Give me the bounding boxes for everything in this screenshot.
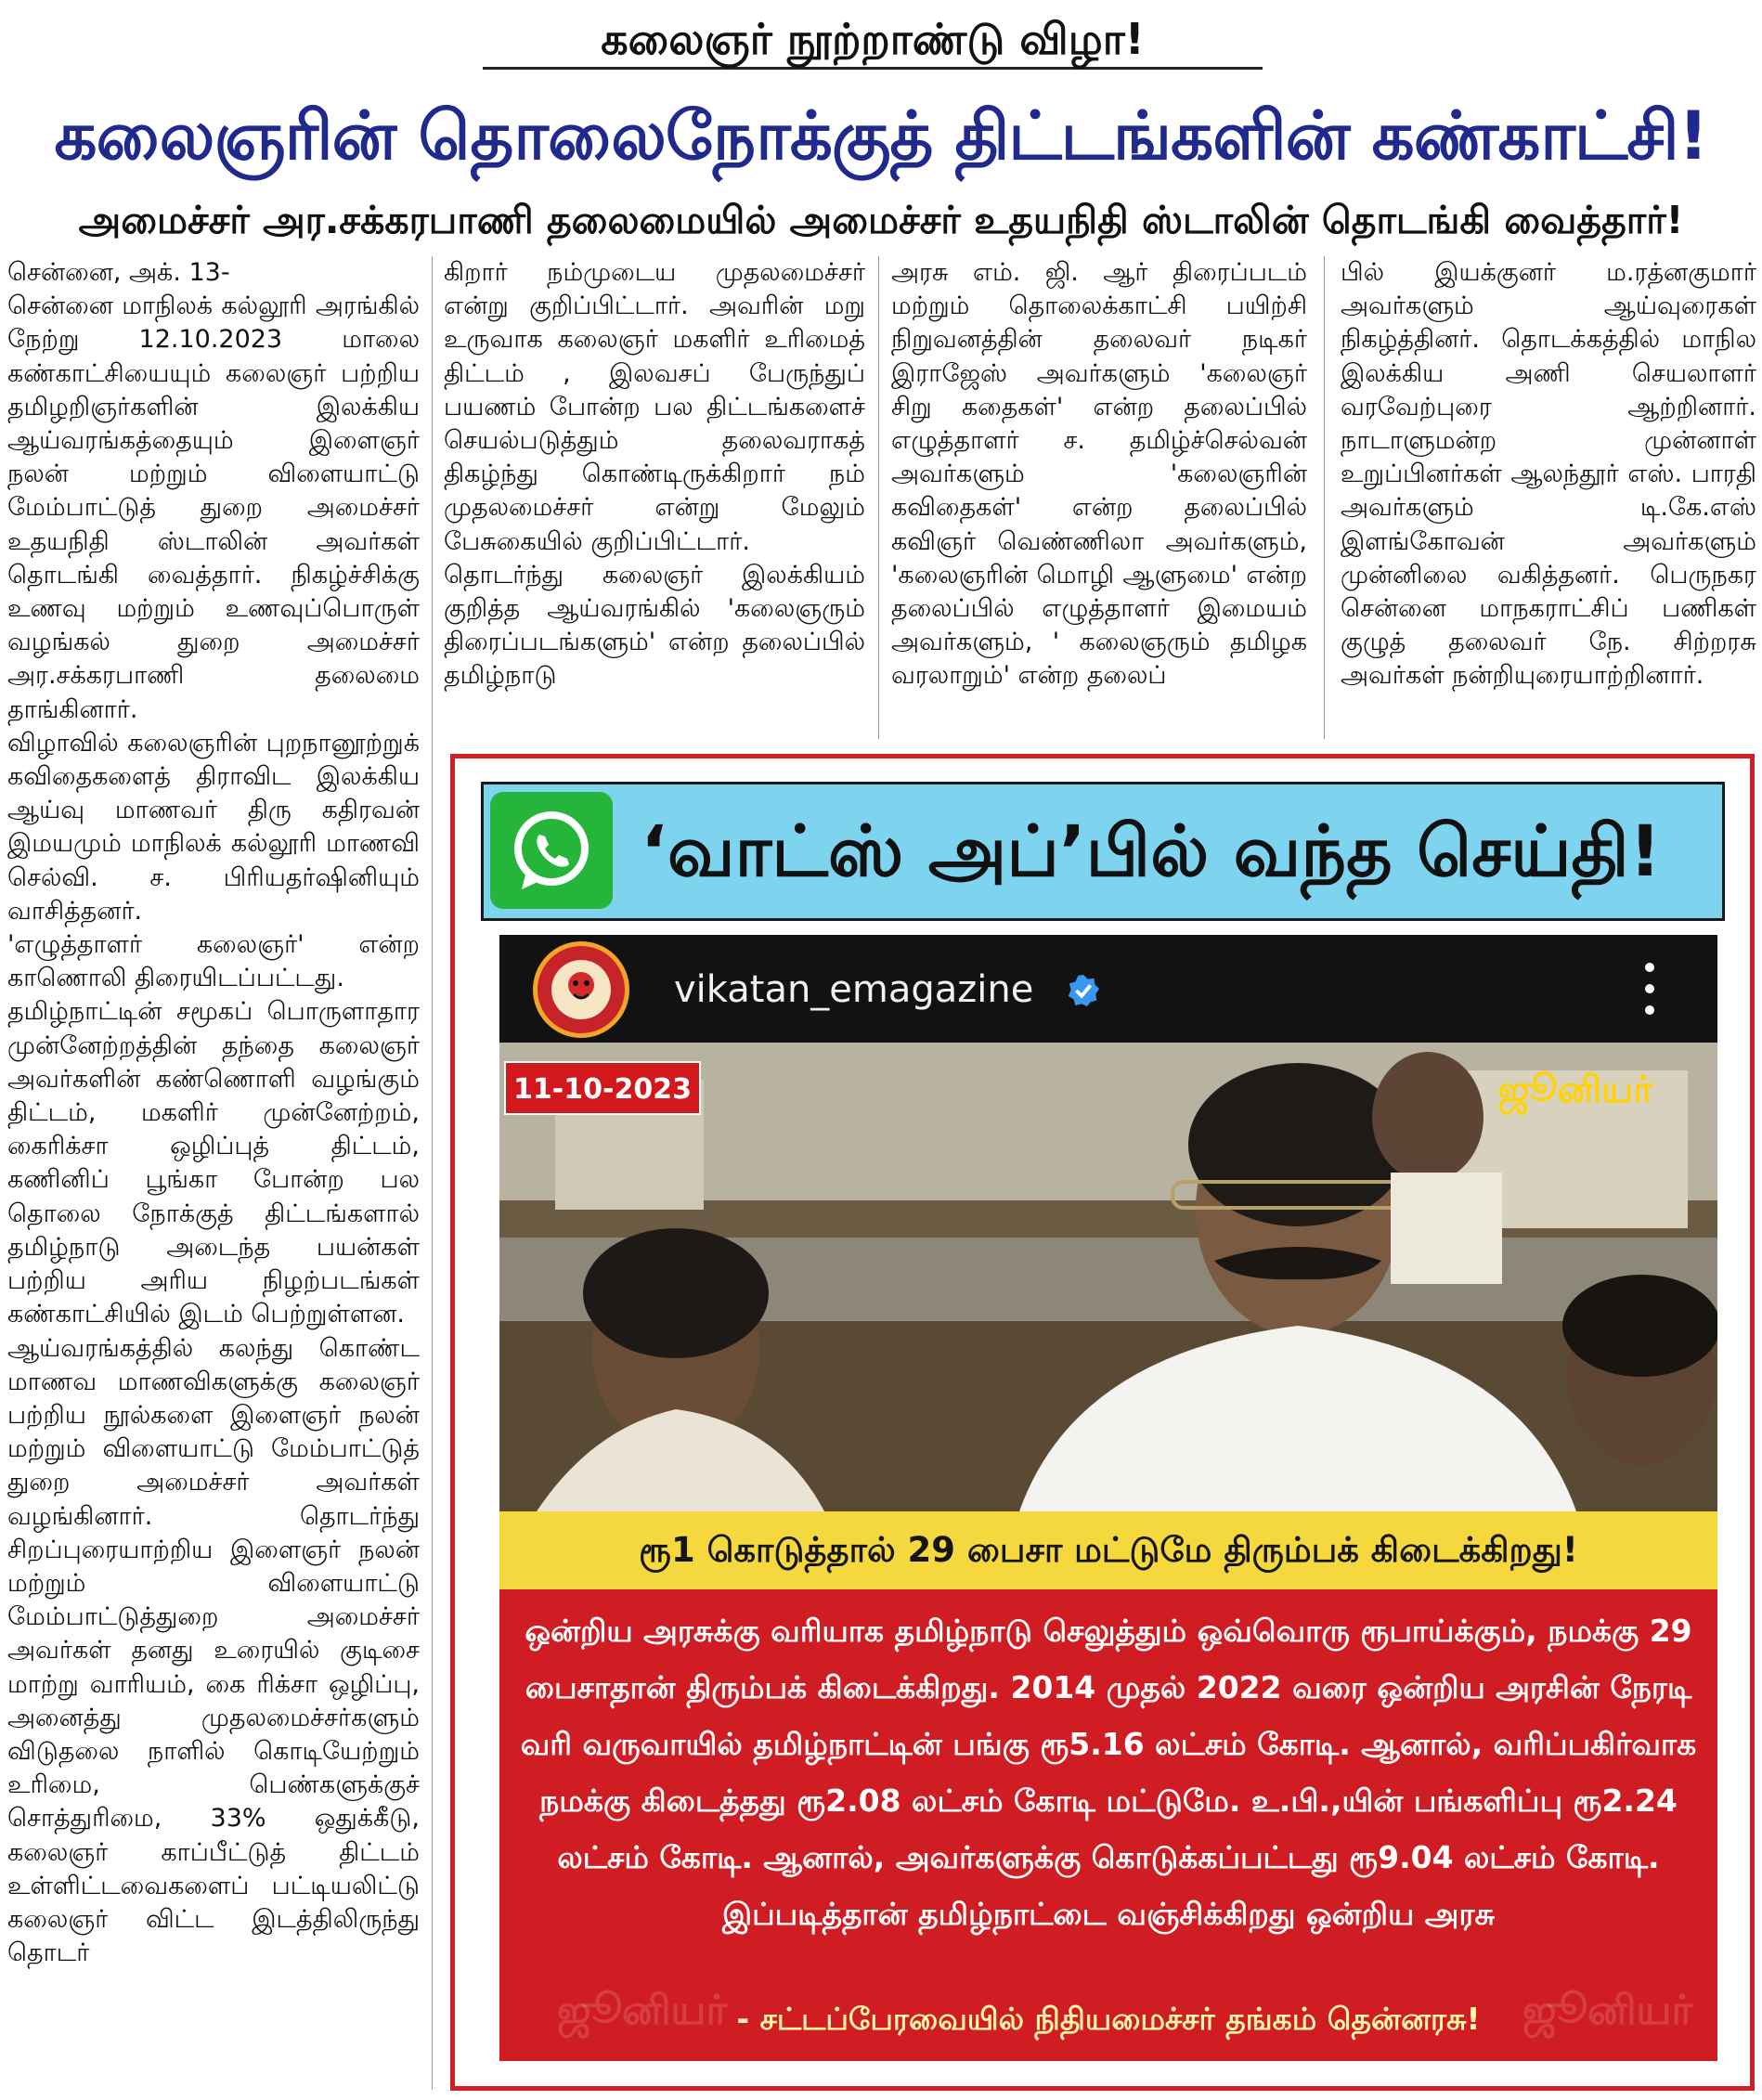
main-headline: கலைஞரின் தொலைநோக்குத் திட்டங்களின் கண்காட்சி! bbox=[54, 97, 1708, 175]
watermark: ஜூனியர் bbox=[1522, 1987, 1693, 2034]
article-column-4: பில் இயக்குனர் ம.ரத்னகுமார் அவர்களும் ஆய்வுரைகள் நிகழ்த்தினர். தொடக்கத்தில் மாநில இலக்கிய அணி செயலாளர் வரவேற்புரை ஆற்றினார். நாடாளுமன்ற முன்னாள் உறுப்பினர்கள் ஆலந்தூர் எஸ். பாரதி அவர்களும் டி.கே.எஸ் இளங்கோவன் அவர்களும் முன்னிலை வகித்தனர். பெருநகர சென்னை மாநகராட்சிப் பணிகள் குழுத் தலைவர் நே. சிற்றரசு அவர்கள் நன்றியுரையாற்றினார். bbox=[1341, 258, 1756, 691]
sub-headline: அமைச்சர் அர.சக்கரபாணி தலைமையில் அமைச்சர் உதயநிதி ஸ்டாலின் தொடங்கி வைத்தார்! bbox=[78, 198, 1684, 242]
avatar[interactable] bbox=[533, 941, 629, 1038]
article-column-1: சென்னை, அக். 13- சென்னை மாநிலக் கல்லூரி அரங்கில் நேற்று 12.10.2023 மாலை கண்காட்சியையும் கலைஞர் பற்றிய தமிழறிஞர்களின் இலக்கிய ஆய்வரங்கத்தையும் இளைஞர் நலன் மற்றும் விளையாட்டு மேம்பாட்டுத் துறை அமைச்சர் உதயநிதி ஸ்டாலின் அவர்கள் தொடங்கி வைத்தார். நிகழ்ச்சிக்கு உணவு மற்றும் உணவுப்பொருள் வழங்கல் துறை அமைச்சர் அர.சக்கரபாணி தலைமை தாங்கினார். விழாவில் கலைஞரின் புறநானூற்றுக் கவிதைகளைத் திராவிட இலக்கிய ஆய்வு மாணவர் திரு கதிரவன் இமயமும் மாநிலக் கல்லூரி மாணவி செல்வி. ச. பிரியதர்ஷினியும் வாசித்தனர். 'எழுத்தாளர் கலைஞர்' என்ற காணொலி திரையிடப்பட்டது. தமிழ்நாட்டின் சமூகப் பொருளாதார முன்னேற்றத்தின் தந்தை கலைஞர் அவர்களின் கண்ணொளி வழங்கும் திட்டம், மகளிர் முன்னேற்றம், கைரிக்சா ஒழிப்புத் திட்டம், கணினிப் பூங்கா போன்ற பல தொலை நோக்குத் திட்டங்களால் தமிழ்நாடு அடைந்த பயன்கள் பற்றிய அரிய நிழற்படங்கள் கண்காட்சியில் இடம் பெற்றுள்ளன. ஆய்வரங்கத்தில் கலந்து கொண்ட மாணவ மாணவிகளுக்கு கலைஞர் பற்றிய நூல்களை இளைஞர் நலன் மற்றும் விளையாட்டு மேம்பாட்டுத் துறை அமைச்சர் அவர்கள் வழங்கினார். தொடர்ந்து சிறப்புரையாற்றிய இளைஞர் நலன் மற்றும் விளையாட்டு மேம்பாட்டுத்துறை அமைச்சர் அவர்கள் தனது உரையில் குடிசை மாற்று வாரியம், கை ரிக்சா ஒழிப்பு, அனைத்து முதலமைச்சர்களும் விடுதலை நாளில் கொடியேற்றும் உரிமை, பெண்களுக்குச் சொத்துரிமை, 33% ஒதுக்கீடு, கலைஞர் காப்பீட்டுத் திட்டம் உள்ளிட்டவைகளைப் பட்டியலிட்டு கலைஞர் விட்ட இடத்திலிருந்து தொடர் bbox=[7, 258, 420, 1968]
column-divider bbox=[878, 256, 879, 739]
post-quote-attribution: - சட்டப்பேரவையில் நிதியமைச்சர் தங்கம் தென்னரசு! bbox=[736, 2001, 1481, 2037]
column-divider bbox=[1324, 256, 1325, 739]
more-options-icon[interactable] bbox=[1636, 956, 1664, 1021]
article-column-2: கிறார் நம்முடைய முதலமைச்சர் என்று குறிப்பிட்டார். அவரின் மறு உருவாக கலைஞர் மகளிர் உரிமைத் திட்டம் , இலவசப் பேருந்துப் பயணம் போன்ற பல திட்டங்களைச் செயல்படுத்தும் தலைவராகத் திகழ்ந்து கொண்டிருக்கிறார் நம் முதலமைச்சர் என்று மேலும் பேசுகையில் குறிப்பிட்டார். தொடர்ந்து கலைஞர் இலக்கியம் குறித்த ஆய்வரங்கில் 'கலைஞரும் திரைப்படங்களும்' என்ற தலைப்பில் தமிழ்நாடு bbox=[444, 258, 865, 691]
verified-badge-icon bbox=[1066, 973, 1101, 1008]
article-column-3: அரசு எம். ஜி. ஆர் திரைப்படம் மற்றும் தொலைக்காட்சி பயிற்சி நிறுவனத்தின் தலைவர் நடிகர் இராஜேஸ் அவர்களும் 'கலைஞர் சிறு கதைகள்' என்ற தலைப்பில் எழுத்தாளர் ச. தமிழ்ச்செல்வன் அவர்களும் 'கலைஞரின் கவிதைகள்' என்ற தலைப்பில் கவிஞர் வெண்ணிலா அவர்களும், 'கலைஞரின் மொழி ஆளுமை' என்ற தலைப்பில் எழுத்தாளர் இமையம் அவர்களும், ' கலைஞரும் தமிழக வரலாறும்' என்ற தலைப் bbox=[891, 258, 1307, 691]
post-headline-band: ரூ1 கொடுத்தால் 29 பைசா மட்டுமே திரும்பக் கிடைக்கிறது! bbox=[499, 1511, 1717, 1589]
post-handle[interactable]: vikatan_emagazine bbox=[674, 968, 1034, 1011]
column-divider bbox=[432, 256, 433, 2090]
whatsapp-banner-title: ‘வாட்ஸ் அப்’பில் வந்த செய்தி! bbox=[641, 810, 1662, 892]
watermark: ஜூனியர் bbox=[557, 1987, 728, 2034]
whatsapp-icon bbox=[490, 792, 613, 909]
junior-brand-logo: ஜூனியர் bbox=[1497, 1069, 1653, 1111]
post-date-badge: 11-10-2023 bbox=[504, 1061, 701, 1115]
kicker-title: கலைஞர் நூற்றாண்டு விழா! bbox=[483, 11, 1263, 70]
post-body-text: ஒன்றிய அரசுக்கு வரியாக தமிழ்நாடு செலுத்தும் ஒவ்வொரு ரூபாய்க்கும், நமக்கு 29 பைசாதான் திரும்பக் கிடைக்கிறது. 2014 முதல் 2022 வரை ஒன்றிய அரசின் நேரடி வரி வருவாயில் தமிழ்நாட்டின் பங்கு ரூ5.16 லட்சம் கோடி. ஆனால், வரிப்பகிர்வாக நமக்கு கிடைத்தது ரூ2.08 லட்சம் கோடி மட்டுமே. உ.பி.,யின் பங்களிப்பு ரூ2.24 லட்சம் கோடி. ஆனால், அவர்களுக்கு கொடுக்கப்பட்டது ரூ9.04 லட்சம் கோடி. இப்படித்தான் தமிழ்நாட்டை வஞ்சிக்கிறது ஒன்றிய அரசு bbox=[520, 1613, 1697, 1932]
